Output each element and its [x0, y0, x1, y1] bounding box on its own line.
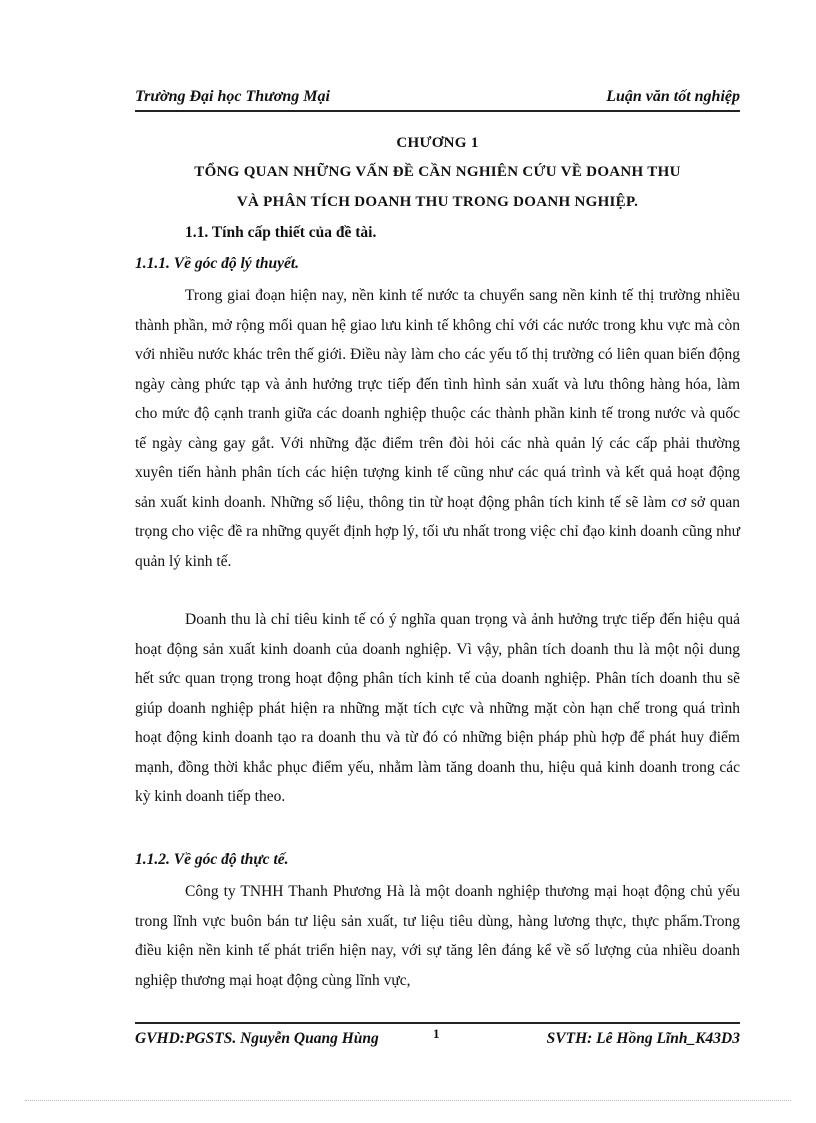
subsection-heading-1-1-1: 1.1.1. Về góc độ lý thuyết. — [135, 255, 300, 272]
paragraph-theory: Trong giai đoạn hiện nay, nền kinh tế nước ta chuyển sang nền kinh tế thị trường nhiều thành phần, mở rộng mối quan hệ giao lưu kinh tế không chỉ với các nước trong khu vực mà còn với nhiều nước khác trên thế giới. Điều này làm cho các yếu tố thị trường có liên quan biến động ngày càng phức tạp và ảnh hưởng trực tiếp đến tình hình sản xuất và lưu thông hàng hóa, làm cho mức độ cạnh tranh giữa các doanh nghiệp thuộc các thành phần kinh tế trong nước và quốc tế ngày càng gay gắt. Với những đặc điểm trên đòi hỏi các nhà quản lý các cấp phải thường xuyên tiến hành phân tích các hiện tượng kinh tế cũng như các quá trình và kết quả hoạt động sản xuất kinh doanh. Những số liệu, thông tin từ hoạt động phân tích kinh tế sẽ làm cơ sở quan trọng cho việc đề ra những quyết định hợp lý, tối ưu nhất trong việc chỉ đạo kinh doanh cũng như quản lý kinh tế. — [135, 287, 740, 570]
chapter-title-line-2: VÀ PHÂN TÍCH DOANH THU TRONG DOANH NGHIỆP. — [236, 194, 639, 210]
footer-student: SVTH: Lê Hồng Lĩnh_K43D3 — [546, 1030, 740, 1047]
footer-supervisor: GVHD:PGSTS. Nguyễn Quang Hùng — [135, 1030, 379, 1047]
page-edge-divider — [25, 1100, 791, 1101]
page-footer — [135, 1022, 740, 1054]
paragraph-revenue-importance: Doanh thu là chỉ tiêu kinh tế có ý nghĩa quan trọng và ảnh hưởng trực tiếp đến hiệu quả hoạt động sản xuất kinh doanh của doanh nghiệp. Vì vậy, phân tích doanh thu là một nội dung hết sức quan trọng trong hoạt động phân tích kinh tế của doanh nghiệp. Phân tích doanh thu sẽ giúp doanh nghiệp phát hiện ra những mặt tích cực và những mặt còn hạn chế trong quá trình hoạt động kinh doanh tạo ra doanh thu và từ đó có những biện pháp phù hợp để phát huy điểm mạnh, đồng thời khắc phục điểm yếu, nhằm làm tăng doanh thu, hiệu quả kinh doanh trong các kỳ kinh doanh tiếp theo. — [135, 611, 740, 805]
header-school-name: Trường Đại học Thương Mại — [135, 88, 330, 105]
page-header — [135, 88, 740, 112]
chapter-title-line-1: TỔNG QUAN NHỮNG VẤN ĐỀ CẦN NGHIÊN CỨU VỀ DOANH THU — [194, 164, 681, 180]
section-heading-1-1: 1.1. Tính cấp thiết của đề tài. — [185, 224, 377, 241]
chapter-number: CHƯƠNG 1 — [396, 135, 479, 151]
header-document-type: Luận văn tốt nghiệp — [606, 88, 740, 105]
page-number: 1 — [433, 1026, 440, 1041]
subsection-heading-1-1-2: 1.1.2. Về góc độ thực tế. — [135, 851, 289, 868]
paragraph-practice: Công ty TNHH Thanh Phương Hà là một doanh nghiệp thương mại hoạt động chủ yếu trong lĩnh vực buôn bán tư liệu sản xuất, tư liệu tiêu dùng, hàng lương thực, thực phẩm.Trong điều kiện nền kinh tế phát triển hiện nay, với sự tăng lên đáng kể về số lượng của nhiều doanh nghiệp thương mại hoạt động cùng lĩnh vực, — [135, 883, 740, 989]
